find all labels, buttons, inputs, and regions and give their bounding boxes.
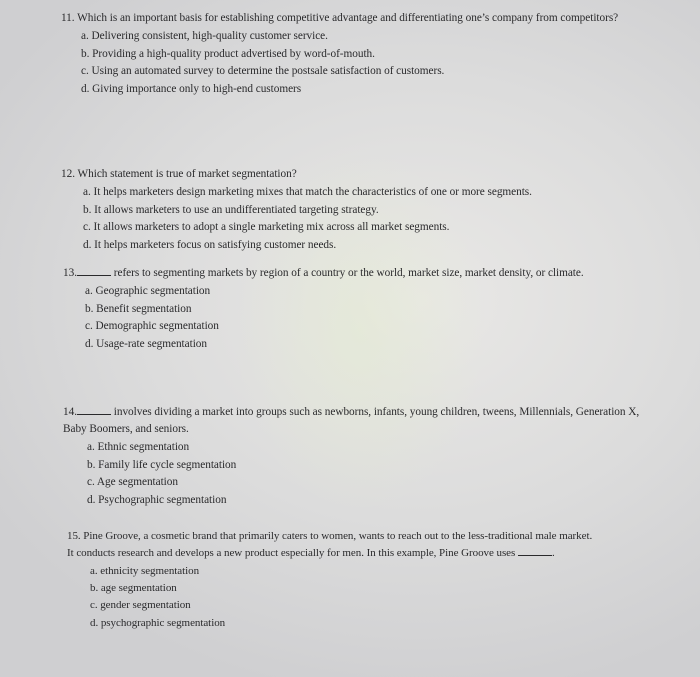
answer-options [81,28,651,98]
answer-option-a: a. Ethnic segmentation [87,441,190,453]
question-stem-text: It conducts research and develops a new product especially for men. In this example, Pine Groove uses [67,547,516,559]
answer-blank [77,404,111,415]
question-15 [67,528,667,632]
answer-blank [77,265,111,276]
answer-option-d: d. It helps marketers focus on satisfying customer needs. [83,238,337,251]
answer-option-c: c. Age segmentation [87,476,178,489]
answer-option-b: b. Family life cycle segmentation [87,458,237,471]
answer-options [83,184,651,254]
question-stem-text: involves dividing a market into groups such as newborns, infants, young children, tweens, Millennials, Generation X, Baby Boomers, and seniors. [63,406,640,435]
question-stem: 12. Which statement is true of market segmentation? [61,168,297,180]
answer-options [87,439,663,509]
answer-option-a: a. ethnicity segmentation [90,565,200,577]
question-stem [63,265,663,282]
answer-option-d: d. Psychographic segmentation [87,493,227,506]
answer-option-b: b. It allows marketers to use an undifferentiated targeting strategy. [83,203,379,216]
answer-option-a: a. It helps marketers design marketing mixes that match the characteristics of one or more segments. [83,186,532,198]
answer-options [90,563,667,632]
question-number: 13. [63,267,77,279]
question-13 [63,265,663,353]
answer-blank [518,545,552,556]
answer-option-c: c. Demographic segmentation [85,320,219,333]
question-11 [61,10,651,98]
question-stem-line-1: 15. Pine Groove, a cosmetic brand that primarily caters to women, wants to reach out to the less-traditional male market. [67,530,593,542]
answer-option-d: d. Giving importance only to high-end customers [81,82,302,95]
question-14 [63,404,663,509]
answer-option-c: c. Using an automated survey to determine the postsale satisfaction of customers. [81,65,445,78]
question-stem: 11. Which is an important basis for establishing competitive advantage and differentiating one’s company from competitors? [61,12,619,24]
answer-option-a: a. Geographic segmentation [85,285,211,297]
question-stem-text: refers to segmenting markets by region of a country or the world, market size, market density, or climate. [113,267,584,279]
answer-option-b: b. Benefit segmentation [85,302,192,315]
question-stem [63,404,663,438]
answer-option-c: c. It allows marketers to adopt a single marketing mix across all market segments. [83,221,450,234]
answer-option-d: d. Usage-rate segmentation [85,337,207,350]
answer-option-c: c. gender segmentation [90,599,191,612]
answer-option-a: a. Delivering consistent, high-quality customer service. [81,30,328,42]
question-number: 14. [63,406,77,418]
answer-option-b: b. Providing a high-quality product advertised by word-of-mouth. [81,47,375,60]
question-12 [61,166,651,254]
answer-options [85,283,663,353]
answer-option-d: d. psychographic segmentation [90,616,226,629]
question-stem-end: . [551,547,555,559]
question-stem-line-2 [67,545,667,562]
answer-option-b: b. age segmentation [90,582,177,595]
